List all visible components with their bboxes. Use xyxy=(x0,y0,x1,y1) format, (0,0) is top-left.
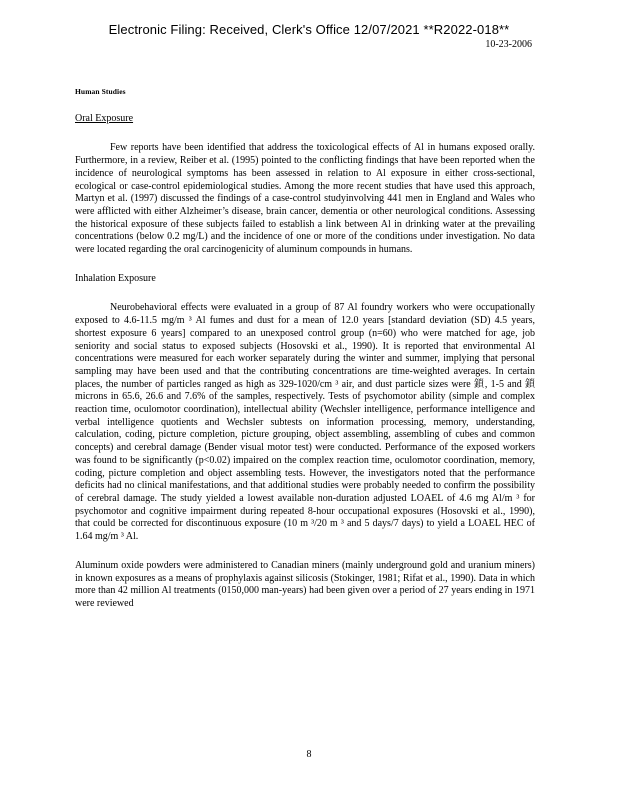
page-number: 8 xyxy=(306,749,312,760)
inhalation-paragraph-2: Aluminum oxide powders were administered to Canadian miners (mainly underground gold and uranium miners) in known exposures as a means of prophylaxis against silicosis (Stokinger, 1981; Rifat et al., 1990). Data in which more than 42 million Al treatments (0150,000 man-years) had been given over a period of 27 years ending in 1971 were reviewed xyxy=(75,559,535,609)
inhalation-paragraph-1: Neurobehavioral effects were evaluated in a group of 87 Al foundry workers who were occupationally exposed to 4.6-11.5 mg/m ³ Al fumes and dust for a mean of 12.0 years [standard deviation (SD) 4.5 years, shortest exposure 6 years] compared to an unexposed control group (n=60) who were matched for age, job seniority and social status to exposed subjects (Hosovski et al., 1990). It is reported that environmental Al concentrations were measured for each worker separately during the winter and summer, implying that personal sampling may have been used and that the contributing concentrations are time-weighted averages. In certain places, the number of particles ranged as high as 329-1020/cm ³ air, and dust particle sizes were 鎖, 1-5 and 鎖 microns in 65.6, 26.6 and 7.6% of the samples, respectively. Tests of psychomotor ability (simple and complex reaction time, oculomotor coordination), intellectual ability (Wechsler intelligence, performance intelligence and verbal intelligence quotients and Wechsler subtests on information processing, memory, understanding, calculation, coding, picture completion, picture grouping, object assembling, assembling of cubes and common concepts) and cerebral damage (Bender visual motor test) were conducted. Performance of the exposed workers was found to be significantly (p<0.02) impaired on the complex reaction time, oculomotor coordination, memory, coding, picture completion and object assembling tests. However, the investigators noted that the performance deficits had no clinical manifestations, and that additional studies were probably needed to confirm the possibility of cerebral damage. The study yielded a lowest available non-duration adjusted LOAEL of 4.6 mg Al/m ³ for psychomotor and cognitive impairment during repeated 8-hour occupational exposures (Hosovski et al., 1990), that could be corrected for discontinuous exposure (10 m ³/20 m ³ and 5 days/7 days) to yield a LOAEL HEC of 1.64 mg/m ³ Al. xyxy=(75,302,535,543)
oral-exposure-heading: Oral Exposure xyxy=(75,112,134,124)
document-date: 10-23-2006 xyxy=(485,39,532,50)
section-title: Human Studies xyxy=(75,87,126,96)
filing-stamp: Electronic Filing: Received, Clerk's Office 12/07/2021 **R2022-018** xyxy=(108,22,510,37)
oral-exposure-paragraph: Few reports have been identified that address the toxicological effects of Al in humans exposed orally. Furthermore, in a review, Reiber et al. (1995) pointed to the conflicting findings that have been reported when the incidence of neurological symptoms has been assessed in relation to Al exposure in either cross-sectional, ecological or case-control epidemiological studies. Among the more recent studies that have used this approach, Martyn et al. (1997) discussed the findings of a case-control studyinvolving 441 men in England and Wales who were afflicted with either Alzheimer’s disease, brain cancer, dementia or other neurological conditions. Assessing the historical exposure of these subjects failed to establish a link between Al in drinking water at the prevailing concentrations (below 0.2 mg/L) and the incidence of one or more of the conditions under investigation. No data were located regarding the oral carcinogenicity of aluminum compounds in humans. xyxy=(75,142,535,256)
inhalation-exposure-heading: Inhalation Exposure xyxy=(75,272,156,284)
document-body xyxy=(75,86,535,611)
